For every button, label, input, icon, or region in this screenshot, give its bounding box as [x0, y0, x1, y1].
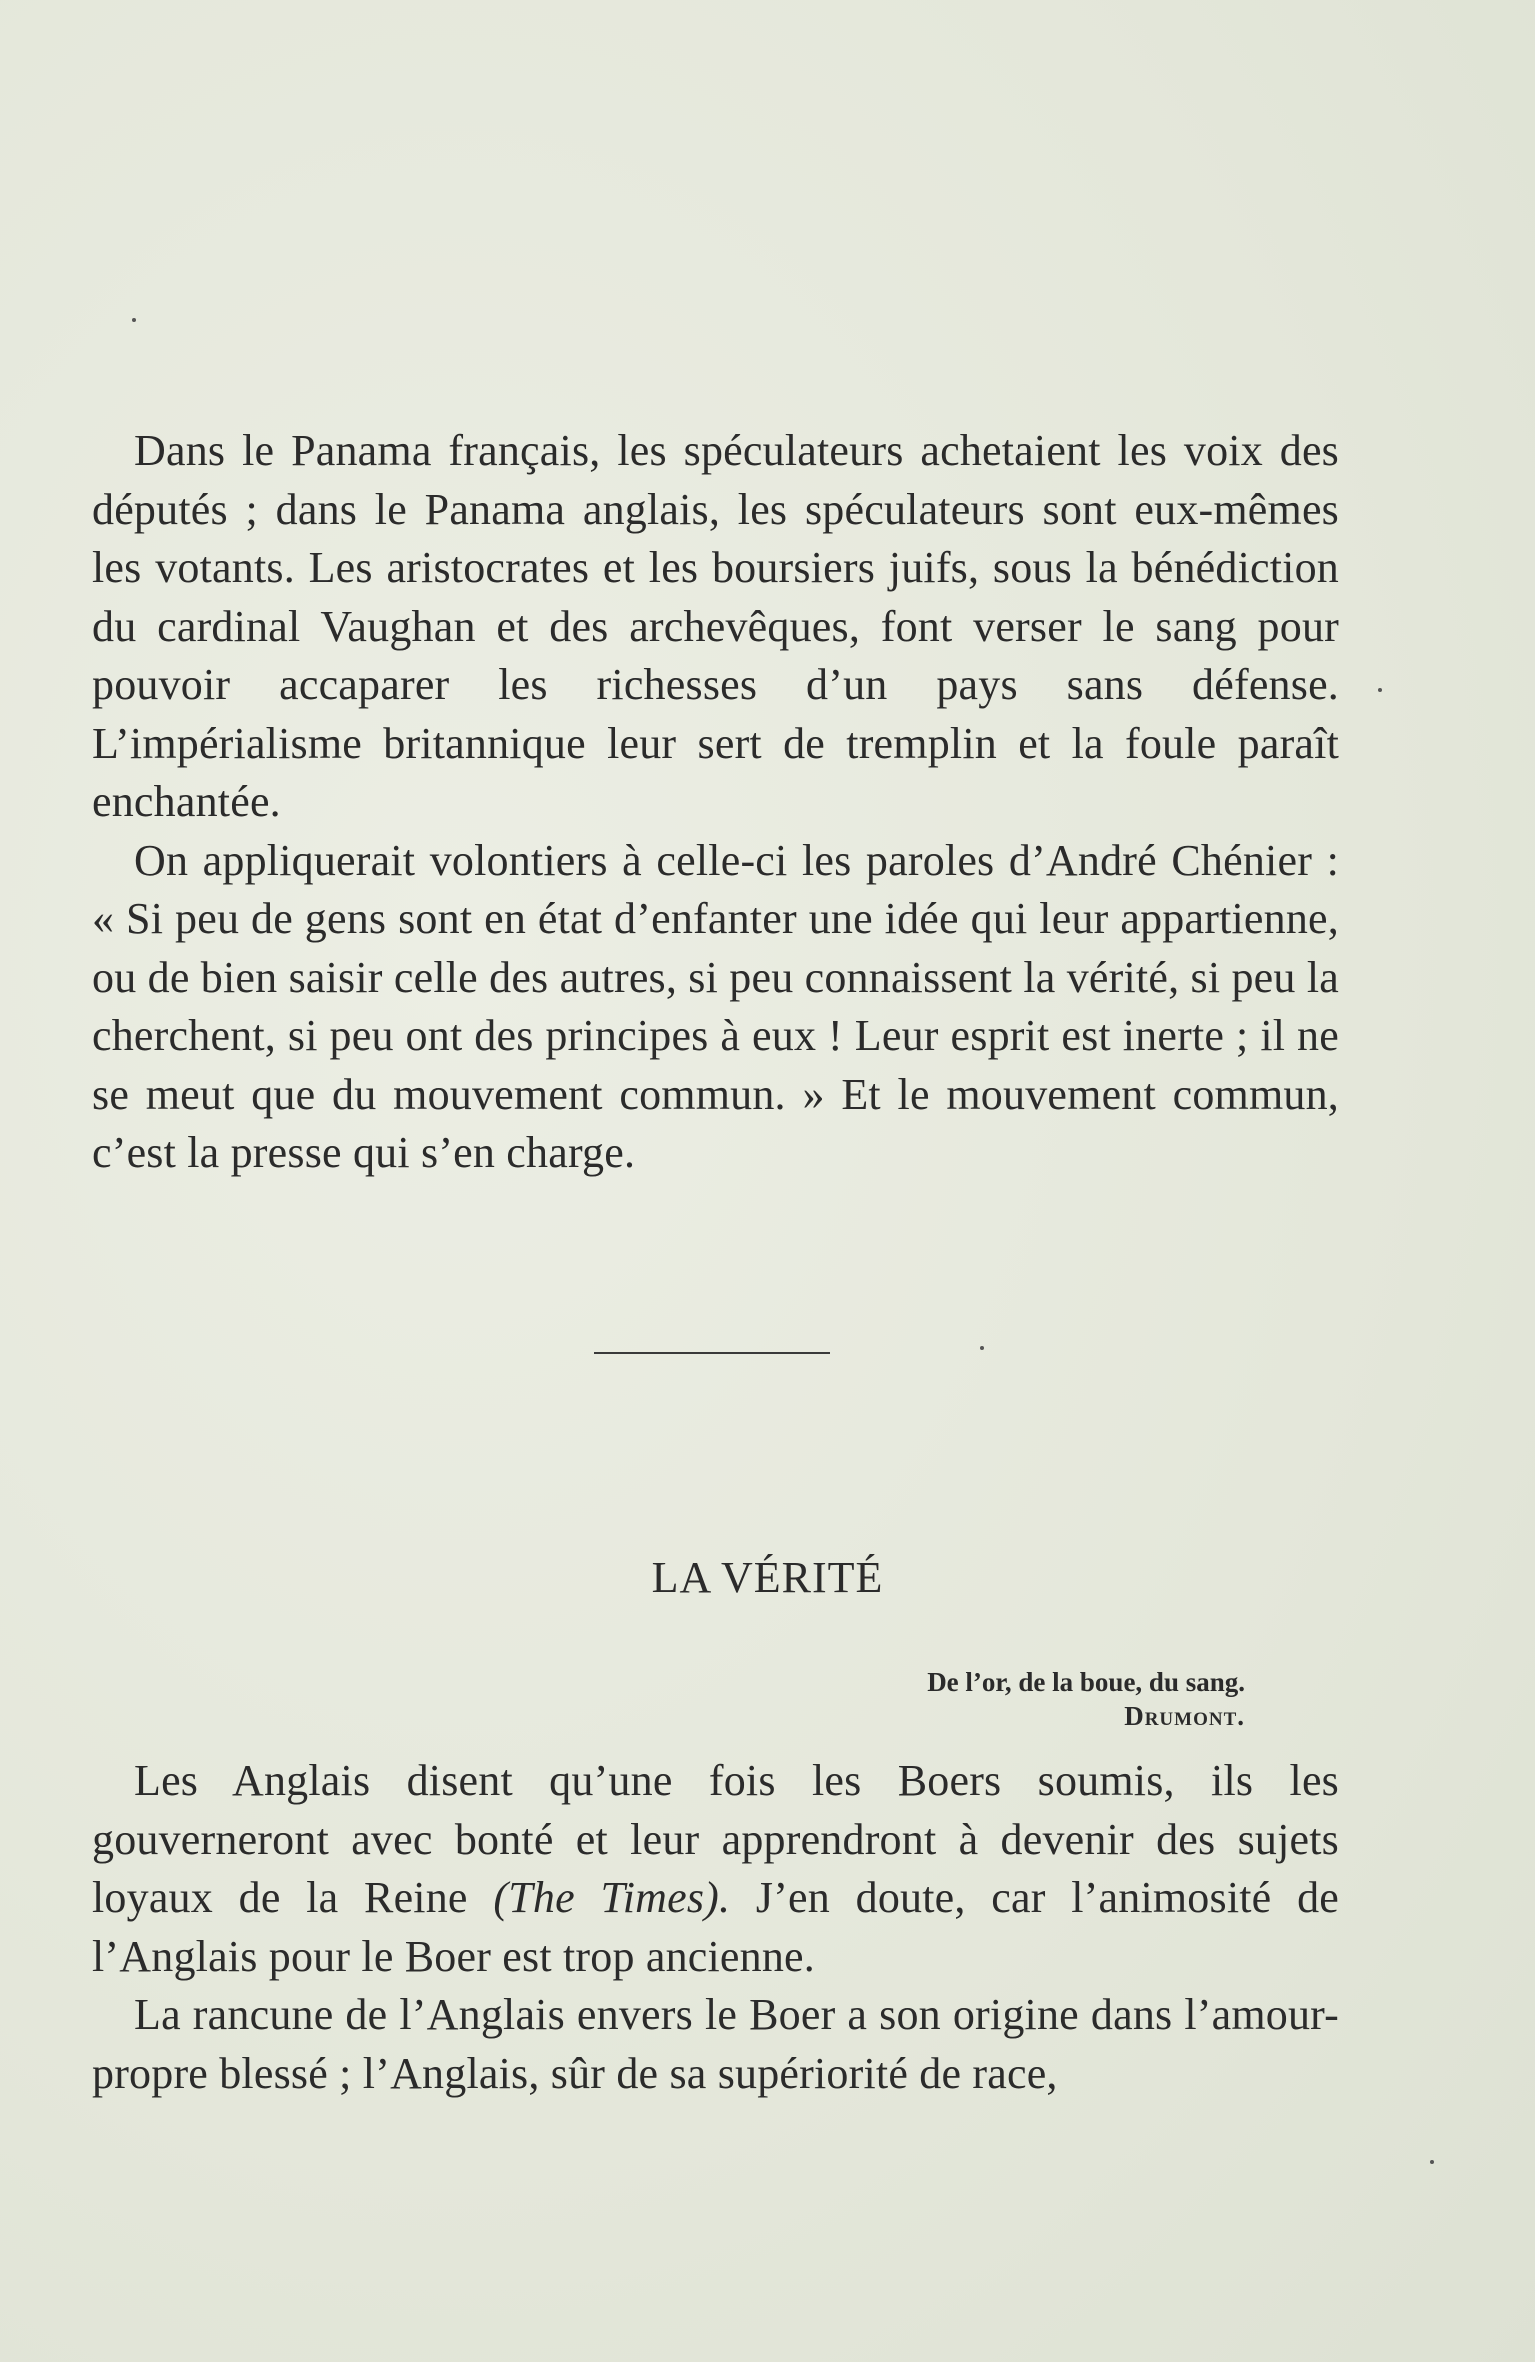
- epigraph-author: Drumont.: [1124, 1701, 1245, 1731]
- paragraph-text: J’en doute, car l’animosité de l’Anglais pour le Boer est trop ancienne.: [92, 1873, 1340, 1981]
- text-block-bottom: [92, 1752, 1339, 2103]
- print-speck: [132, 318, 136, 322]
- print-speck: [1378, 688, 1382, 692]
- epigraph: [820, 1665, 1245, 1733]
- paragraph: Dans le Panama français, les spéculateurs achetaient les voix des députés ; dans le Panama anglais, les spéculateurs sont eux-mêmes les votants. Les aristocrates et les boursiers juifs, sous la bénédiction du cardinal Vaughan et des archevêques, font verser le sang pour pouvoir accaparer les richesses d’un pays sans défense. L’impérialisme britannique leur sert de tremplin et la foule paraît enchantée.: [92, 426, 1339, 826]
- text-block-top: [92, 422, 1339, 1183]
- print-speck: [980, 1346, 984, 1350]
- paragraph: On appliquerait volontiers à celle-ci les paroles d’André Chénier : « Si peu de gens sont en état d’enfanter une idée qui leur appartienne, ou de bien saisir celle des autres, si peu connaissent la vérité, si peu la cherchent, si peu ont des principes à eux ! Leur esprit est inerte ; il ne se meut que du mouvement commun. » Et le mouvement commun, c’est la presse qui s’en charge.: [92, 835, 1339, 1177]
- section-separator-rule: [594, 1352, 830, 1354]
- print-speck: [1430, 2160, 1434, 2164]
- paragraph: [92, 1752, 1339, 1986]
- source-citation: (The Times).: [493, 1873, 731, 1922]
- paragraph-text: Les Anglais disent qu’une fois les Boers soumis, ils les gouverneront avec bonté et leur apprendront à devenir des sujets loyaux de la Reine: [92, 1756, 1339, 1922]
- paragraph: La rancune de l’Anglais envers le Boer a son origine dans l’amour-propre blessé ; l’Anglais, sûr de sa supériorité de race,: [92, 1990, 1339, 2098]
- section-title: LA VÉRITÉ: [651, 1553, 884, 1602]
- epigraph-quote: De l’or, de la boue, du sang.: [927, 1667, 1245, 1697]
